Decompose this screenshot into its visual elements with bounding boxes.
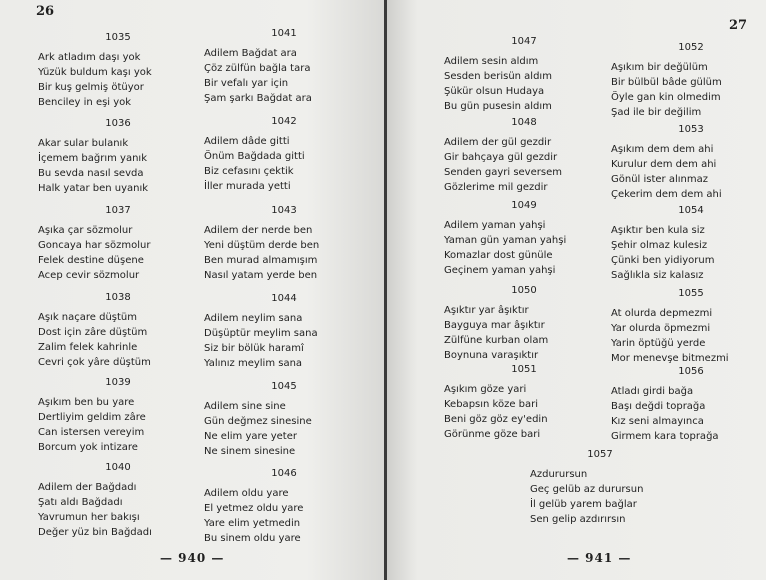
- verse-line: Yaman gün yaman yahşi: [444, 235, 567, 246]
- poem-number: 1040: [105, 462, 131, 473]
- poem-1053: [611, 124, 766, 202]
- verse-line: İçemem bağrım yanık: [38, 153, 147, 164]
- verse-line: Bu sevda nasıl sevda: [38, 168, 144, 179]
- verse-line: Beni göz göz ey'edin: [444, 414, 548, 425]
- poem-1048: [444, 117, 604, 195]
- poem-1052: [611, 42, 766, 120]
- poem-1056: [611, 366, 766, 444]
- poem-number: 1057: [587, 449, 613, 460]
- verse-line: Can istersen vereyim: [38, 427, 145, 438]
- verse-line: Adilem neylim sana: [204, 313, 303, 324]
- poem-1035: [38, 32, 198, 110]
- verse-line: Yarin öptüğü yerde: [611, 338, 706, 349]
- verse-line: Bayguya mar âşıktır: [444, 320, 545, 331]
- verse-line: Düşüptür meylim sana: [204, 328, 318, 339]
- verse-line: Şatı aldı Bağdadı: [38, 497, 123, 508]
- verse-line: Adilem sesin aldım: [444, 56, 539, 67]
- verse-line: Zalim felek kahrinle: [38, 342, 138, 353]
- verse-line: Adilem dâde gitti: [204, 136, 290, 147]
- poem-1037: [38, 205, 198, 283]
- verse-line: Şükür olsun Hudaya: [444, 86, 545, 97]
- poem-1044: [204, 293, 364, 371]
- verse-line: Sen gelip azdırırsın: [530, 514, 626, 525]
- poem-number: 1037: [105, 205, 131, 216]
- verse-line: Aşıkım bir değülüm: [611, 62, 708, 73]
- verse-line: Dost için zâre düştüm: [38, 327, 148, 338]
- poem-number: 1036: [105, 118, 131, 129]
- verse-line: Çöz zülfün bağla tara: [204, 63, 311, 74]
- verse-line: Öyle gan kin olmedim: [611, 92, 721, 103]
- verse-line: Yar olurda öpmezmi: [611, 323, 711, 334]
- verse-line: Atladı girdi bağa: [611, 386, 694, 397]
- verse-line: Aşıkım dem dem ahi: [611, 144, 714, 155]
- poem-number: 1050: [511, 285, 537, 296]
- verse-line: Azdurursun: [530, 469, 588, 480]
- verse-line: Komazlar dost günüle: [444, 250, 553, 261]
- verse-line: At olurda depmezmi: [611, 308, 713, 319]
- poem-1038: [38, 292, 198, 370]
- verse-line: Çekerim dem dem ahi: [611, 189, 722, 200]
- verse-line: Senden gayri seversem: [444, 167, 562, 178]
- verse-line: Benciley in eşi yok: [38, 97, 132, 108]
- verse-line: Yalınız meylim sana: [204, 358, 303, 369]
- verse-line: Aşık naçare düştüm: [38, 312, 138, 323]
- verse-line: Aşıkım ben bu yare: [38, 397, 135, 408]
- verse-line: Adilem oldu yare: [204, 488, 289, 499]
- poem-1042: [204, 116, 364, 194]
- poem-1054: [611, 205, 766, 283]
- verse-line: Dertliyim geldim zâre: [38, 412, 146, 423]
- verse-line: Ne sinem sinesine: [204, 446, 296, 457]
- verse-line: İller murada yetti: [204, 181, 291, 192]
- verse-line: Goncaya har sözmolur: [38, 240, 151, 251]
- verse-line: Adilem yaman yahşi: [444, 220, 546, 231]
- verse-line: Şehir olmaz kulesiz: [611, 240, 708, 251]
- verse-line: Zülfüne kurban olam: [444, 335, 549, 346]
- verse-line: Bir kuş gelmiş ötüyor: [38, 82, 144, 93]
- verse-line: Bu gün pusesin aldım: [444, 101, 552, 112]
- verse-line: Adilem der gül gezdir: [444, 137, 552, 148]
- verse-line: Gönül ister alınmaz: [611, 174, 708, 185]
- verse-line: Başı değdi toprağa: [611, 401, 706, 412]
- poem-number: 1048: [511, 117, 537, 128]
- poem-1045: [204, 381, 364, 459]
- poem-number: 1051: [511, 364, 537, 375]
- poem-number: 1052: [678, 42, 704, 53]
- poem-1047: [444, 36, 604, 114]
- verse-line: Adilem der Bağdadı: [38, 482, 137, 493]
- poem-number: 1049: [511, 200, 537, 211]
- poem-number: 1042: [271, 116, 297, 127]
- verse-line: Gün değmez sinesine: [204, 416, 312, 427]
- verse-line: Gözlerime mil gezdir: [444, 182, 548, 193]
- verse-line: Ben murad almamışım: [204, 255, 318, 266]
- verse-line: Değer yüz bin Bağdadı: [38, 527, 152, 538]
- verse-line: Sağlıkla siz kalasız: [611, 270, 704, 281]
- poem-number: 1055: [678, 288, 704, 299]
- verse-line: İl gelüb yarem bağlar: [530, 499, 637, 510]
- poem-number: 1056: [678, 366, 704, 377]
- verse-line: Yavrumun her bakışı: [38, 512, 140, 523]
- right-page: [387, 0, 766, 580]
- verse-line: Akar sular bulanık: [38, 138, 129, 149]
- verse-line: Gir bahçaya gül gezdir: [444, 152, 558, 163]
- verse-line: Acep cevir sözmolur: [38, 270, 140, 281]
- verse-line: Kebapsın köze bari: [444, 399, 539, 410]
- poem-number: 1039: [105, 377, 131, 388]
- verse-line: Geç gelüb az durursun: [530, 484, 644, 495]
- verse-line: Cevri çok yâre düştüm: [38, 357, 151, 368]
- verse-line: Kız seni almayınca: [611, 416, 704, 427]
- verse-line: Aşıktır yar âşıktır: [444, 305, 529, 316]
- poem-1050: [444, 285, 604, 363]
- poem-number: 1041: [271, 28, 297, 39]
- verse-line: Adilem Bağdat ara: [204, 48, 297, 59]
- page-footer-right: — 941 —: [567, 551, 632, 565]
- verse-line: Yüzük buldum kaşı yok: [38, 67, 152, 78]
- poem-1055: [611, 288, 766, 366]
- poem-1046: [204, 468, 364, 546]
- poem-number: 1035: [105, 32, 131, 43]
- verse-line: Boynuna varaşıktır: [444, 350, 539, 361]
- verse-line: Adilem der nerde ben: [204, 225, 313, 236]
- verse-line: Aşıkım göze yari: [444, 384, 527, 395]
- verse-line: Nasıl yatam yerde ben: [204, 270, 318, 281]
- verse-line: Kurulur dem dem ahi: [611, 159, 717, 170]
- verse-line: Mor menevşe bitmezmi: [611, 353, 729, 364]
- verse-line: Adilem sine sine: [204, 401, 286, 412]
- poem-1043: [204, 205, 364, 283]
- poem-number: 1046: [271, 468, 297, 479]
- verse-line: Çünki ben yidiyorum: [611, 255, 715, 266]
- poem-1040: [38, 462, 198, 540]
- verse-line: Önüm Bağdada gitti: [204, 151, 305, 162]
- verse-line: Siz bir bölük haramî: [204, 343, 304, 354]
- verse-line: Geçinem yaman yahşi: [444, 265, 556, 276]
- verse-line: Şam şarkı Bağdat ara: [204, 93, 312, 104]
- poem-number: 1044: [271, 293, 297, 304]
- poem-number: 1053: [678, 124, 704, 135]
- poem-number: 1047: [511, 36, 537, 47]
- verse-line: Sesden berisün aldım: [444, 71, 552, 82]
- verse-line: Görünme göze bari: [444, 429, 541, 440]
- verse-line: Girmem kara toprağa: [611, 431, 719, 442]
- poem-1039: [38, 377, 198, 455]
- poem-number: 1038: [105, 292, 131, 303]
- page-number-right: 27: [729, 18, 748, 33]
- verse-line: Borcum yok intizare: [38, 442, 138, 453]
- page-number-left: 26: [36, 4, 55, 19]
- verse-line: Felek destine düşene: [38, 255, 144, 266]
- verse-line: Bir bülbül bâde gülüm: [611, 77, 722, 88]
- poem-number: 1043: [271, 205, 297, 216]
- verse-line: Biz cefasını çektik: [204, 166, 294, 177]
- poem-1051: [444, 364, 604, 442]
- page-footer-left: — 940 —: [160, 551, 225, 565]
- verse-line: Aşıktır ben kula siz: [611, 225, 705, 236]
- poem-1036: [38, 118, 198, 196]
- verse-line: Bir vefalı yar için: [204, 78, 289, 89]
- poem-1049: [444, 200, 604, 278]
- verse-line: Yeni düştüm derde ben: [204, 240, 320, 251]
- poem-number: 1045: [271, 381, 297, 392]
- verse-line: El yetmez oldu yare: [204, 503, 304, 514]
- verse-line: Şad ile bir değilim: [611, 107, 702, 118]
- verse-line: Yare elim yetmedin: [204, 518, 301, 529]
- poem-1041: [204, 28, 364, 106]
- poem-1057: [530, 449, 670, 527]
- verse-line: Ark atladım daşı yok: [38, 52, 141, 63]
- verse-line: Bu sinem oldu yare: [204, 533, 301, 544]
- verse-line: Halk yatar ben uyanık: [38, 183, 149, 194]
- poem-number: 1054: [678, 205, 704, 216]
- verse-line: Ne elim yare yeter: [204, 431, 297, 442]
- verse-line: Aşıka çar sözmolur: [38, 225, 133, 236]
